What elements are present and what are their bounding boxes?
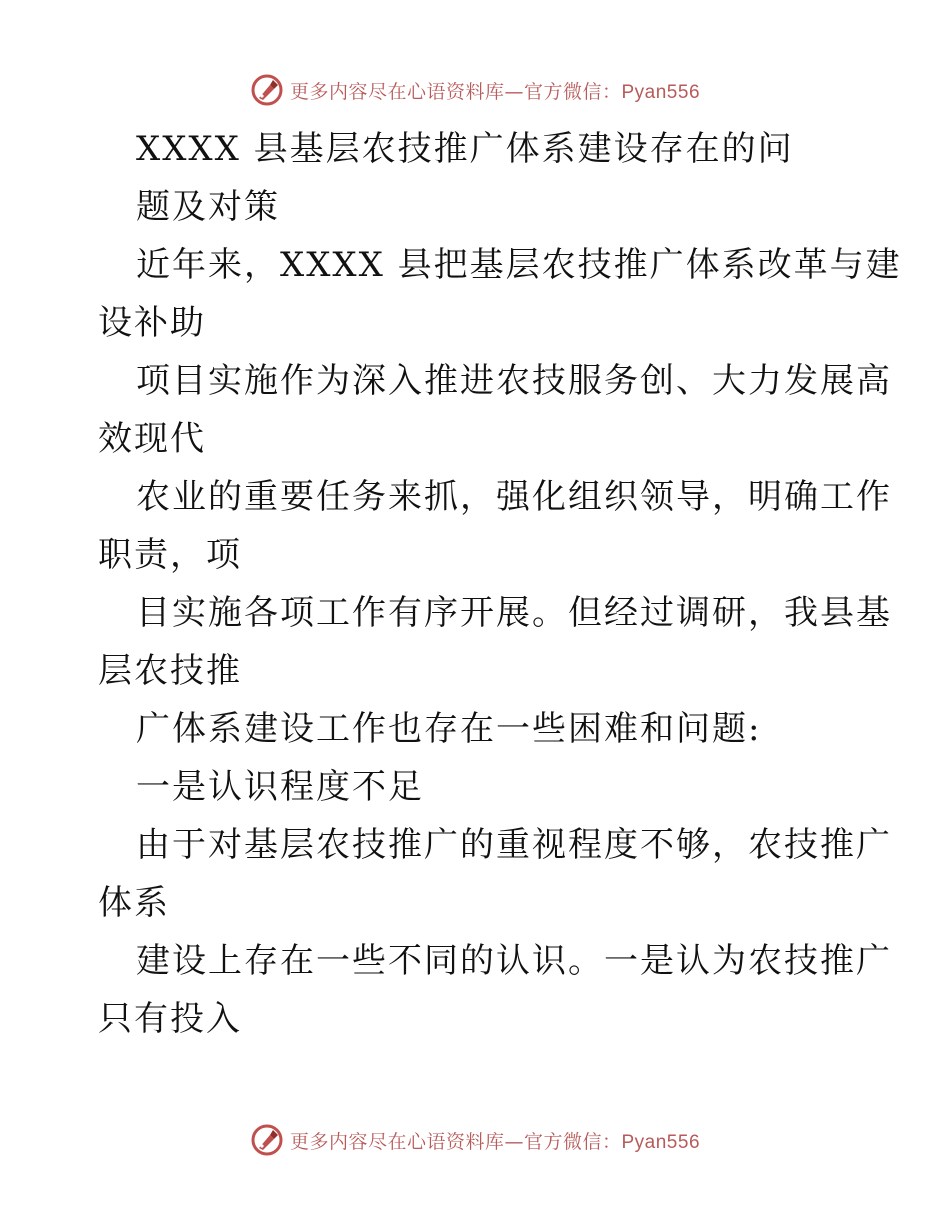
doc-line-7: 农业的重要任务来抓，强化组织领导，明确工作 bbox=[136, 477, 892, 517]
doc-line-6: 效现代 bbox=[98, 419, 206, 459]
doc-line-16: 只有投入 bbox=[98, 999, 242, 1039]
doc-line-4: 设补助 bbox=[98, 303, 206, 343]
document-body bbox=[98, 120, 902, 1048]
doc-line-3: 近年来，XXXX 县把基层农技推广体系改革与建 bbox=[136, 245, 902, 285]
footer-banner-text bbox=[290, 1127, 700, 1154]
header-banner bbox=[0, 70, 950, 110]
pen-nib-logo-icon bbox=[250, 1123, 284, 1157]
footer-wechat-id: Pyan556 bbox=[621, 1131, 701, 1153]
doc-line-2: 题及对策 bbox=[136, 187, 280, 227]
footer-banner-label: 更多内容尽在心语资料库—官方微信： bbox=[289, 1130, 622, 1153]
doc-line-14: 体系 bbox=[98, 883, 170, 923]
doc-line-10: 层农技推 bbox=[98, 651, 242, 691]
doc-line-13: 由于对基层农技推广的重视程度不够，农技推广 bbox=[136, 825, 892, 865]
doc-line-9: 目实施各项工作有序开展。但经过调研，我县基 bbox=[136, 593, 892, 633]
pen-nib-logo-icon bbox=[250, 73, 284, 107]
doc-line-11: 广体系建设工作也存在一些困难和问题: bbox=[136, 709, 762, 749]
footer-banner bbox=[0, 1120, 950, 1160]
doc-line-15: 建设上存在一些不同的认识。一是认为农技推广 bbox=[136, 941, 892, 981]
doc-line-12: 一是认识程度不足 bbox=[136, 767, 424, 807]
header-wechat-id: Pyan556 bbox=[621, 81, 701, 103]
doc-line-1: XXXX 县基层农技推广体系建设存在的问 bbox=[136, 129, 794, 169]
header-banner-text bbox=[290, 77, 700, 104]
doc-line-8: 职责，项 bbox=[98, 535, 242, 575]
header-banner-label: 更多内容尽在心语资料库—官方微信： bbox=[289, 80, 622, 103]
doc-line-5: 项目实施作为深入推进农技服务创、大力发展高 bbox=[136, 361, 892, 401]
